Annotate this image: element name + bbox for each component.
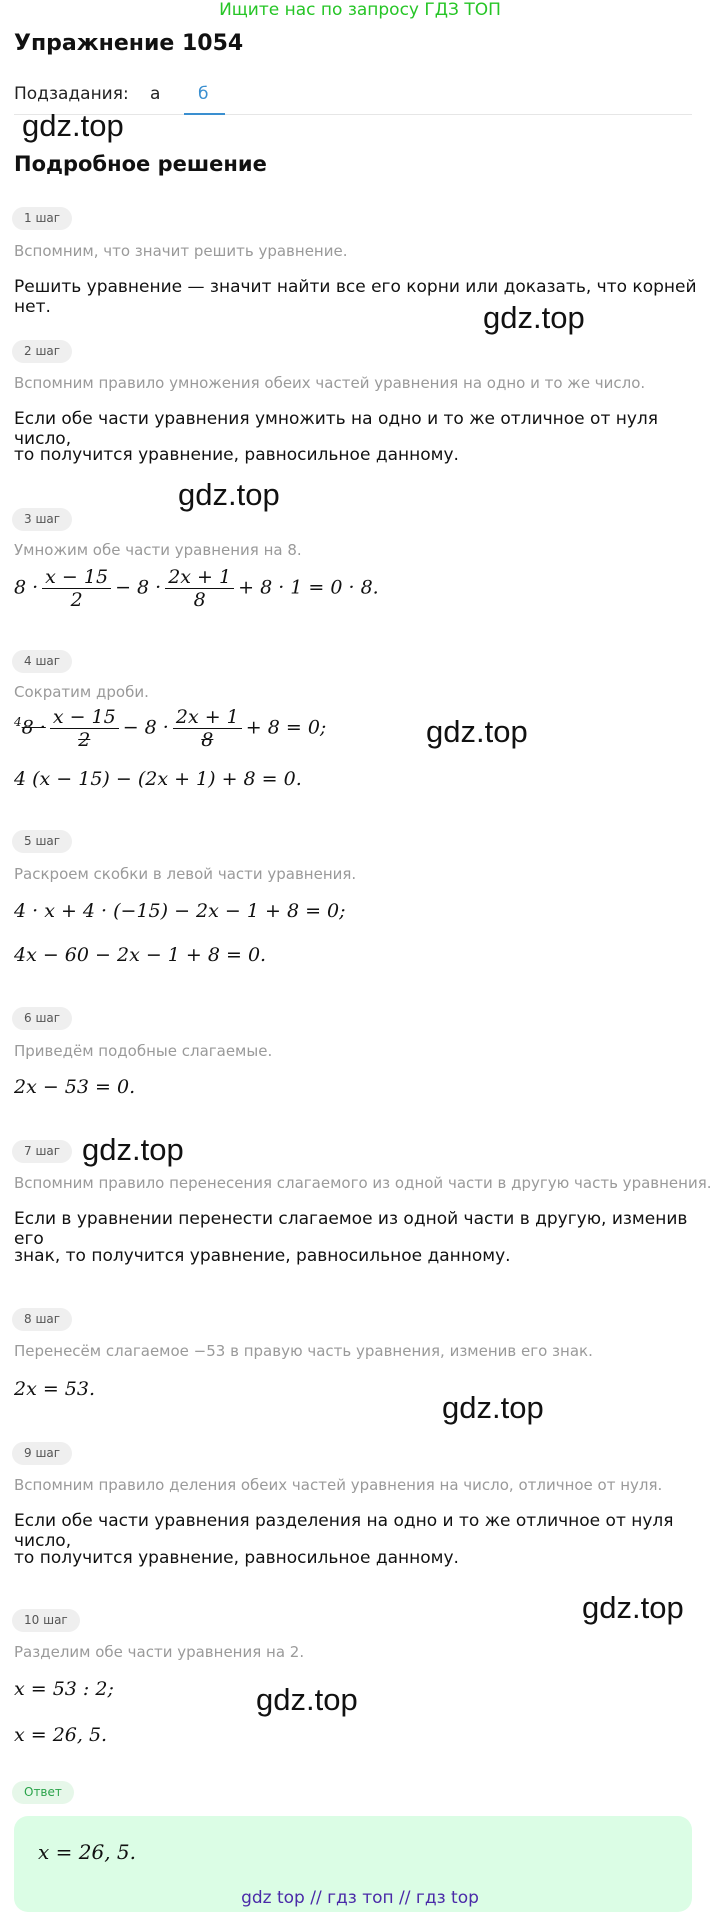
footer-links[interactable]: gdz top // гдз топ // гдз top xyxy=(241,1888,479,1908)
answer-badge: Ответ xyxy=(12,1781,74,1804)
step-badge: 9 шаг xyxy=(12,1442,72,1465)
watermark: gdz.top xyxy=(442,1390,544,1425)
page-title: Упражнение 1054 xyxy=(14,31,244,56)
watermark: gdz.top xyxy=(426,714,528,749)
step-badge: 6 шаг xyxy=(12,1007,72,1030)
step-hint: Приведём подобные слагаемые. xyxy=(14,1042,273,1060)
watermark: gdz.top xyxy=(483,300,585,335)
step-hint: Перенесём слагаемое −53 в правую часть уравнения, изменив его знак. xyxy=(14,1342,593,1360)
watermark: gdz.top xyxy=(82,1132,184,1167)
math-expression: 2x − 53 = 0. xyxy=(14,1076,136,1098)
step-hint: Вспомним правило перенесения слагаемого из одной части в другую часть уравнения. xyxy=(14,1174,712,1192)
tab-subtask-b[interactable]: б xyxy=(198,84,209,104)
step-badge: 8 шаг xyxy=(12,1308,72,1331)
answer-value: x = 26, 5. xyxy=(38,1840,136,1864)
step-text: то получится уравнение, равносильное данному. xyxy=(14,1548,459,1568)
step-text: Если обе части уравнения умножить на одно и то же отличное от нуля число, xyxy=(14,409,659,449)
step-hint: Умножим обе части уравнения на 8. xyxy=(14,541,302,559)
step-hint: Вспомним правило деления обеих частей уравнения на число, отличное от нуля. xyxy=(14,1476,663,1494)
step-hint: Разделим обе части уравнения на 2. xyxy=(14,1643,305,1661)
math-expression: 4 (x − 15) − (2x + 1) + 8 = 0. xyxy=(14,768,302,790)
solution-heading: Подробное решение xyxy=(14,152,267,176)
active-tab-indicator xyxy=(184,113,225,115)
math-expression: 2x = 53. xyxy=(14,1378,96,1400)
math-expression: x = 26, 5. xyxy=(14,1724,108,1746)
step-badge: 3 шаг xyxy=(12,508,72,531)
watermark: gdz.top xyxy=(22,108,124,143)
step-text: то получится уравнение, равносильное данному. xyxy=(14,445,459,465)
step-badge: 4 шаг xyxy=(12,650,72,673)
step-hint: Вспомним правило умножения обеих частей уравнения на одно и то же число. xyxy=(14,374,646,392)
step-badge: 2 шаг xyxy=(12,340,72,363)
step-hint: Раскроем скобки в левой части уравнения. xyxy=(14,865,357,883)
step-text: Решить уравнение — значит найти все его корни или доказать, что корней нет. xyxy=(14,277,697,317)
tab-subtask-a[interactable]: а xyxy=(150,84,161,104)
step-badge: 5 шаг xyxy=(12,830,72,853)
subtasks-label: Подзадания: xyxy=(14,84,129,104)
step-hint: Сократим дроби. xyxy=(14,683,149,701)
math-expression: $^4$8 · $\frac{x - 15}{2}$ − 8 · $\frac{2x + 1}{8}$ + 8 = 0; xyxy=(14,706,327,751)
math-expression: 4x − 60 − 2x − 1 + 8 = 0. xyxy=(14,944,267,966)
math-expression: x = 53 : 2; xyxy=(14,1678,114,1700)
step-badge: 1 шаг xyxy=(12,207,72,230)
step-text: Если в уравнении перенести слагаемое из одной части в другую, изменив его xyxy=(14,1209,688,1249)
promo-banner[interactable]: Ищите нас по запросу ГДЗ ТОП xyxy=(219,0,501,20)
math-expression: 8 · $\frac{x - 15}{2}$ − 8 · $\frac{2x + 1}{8}$ + 8 · 1 = 0 · 8. xyxy=(14,566,379,611)
step-text: знак, то получится уравнение, равносильное данному. xyxy=(14,1246,511,1266)
step-text: Если обе части уравнения разделения на одно и то же отличное от нуля число, xyxy=(14,1511,674,1551)
step-badge: 7 шаг xyxy=(12,1140,72,1163)
watermark: gdz.top xyxy=(178,477,280,512)
watermark: gdz.top xyxy=(256,1682,358,1717)
math-expression: 4 · x + 4 · (−15) − 2x − 1 + 8 = 0; xyxy=(14,900,346,922)
step-badge: 10 шаг xyxy=(12,1609,80,1632)
step-hint: Вспомним, что значит решить уравнение. xyxy=(14,242,348,260)
watermark: gdz.top xyxy=(582,1590,684,1625)
